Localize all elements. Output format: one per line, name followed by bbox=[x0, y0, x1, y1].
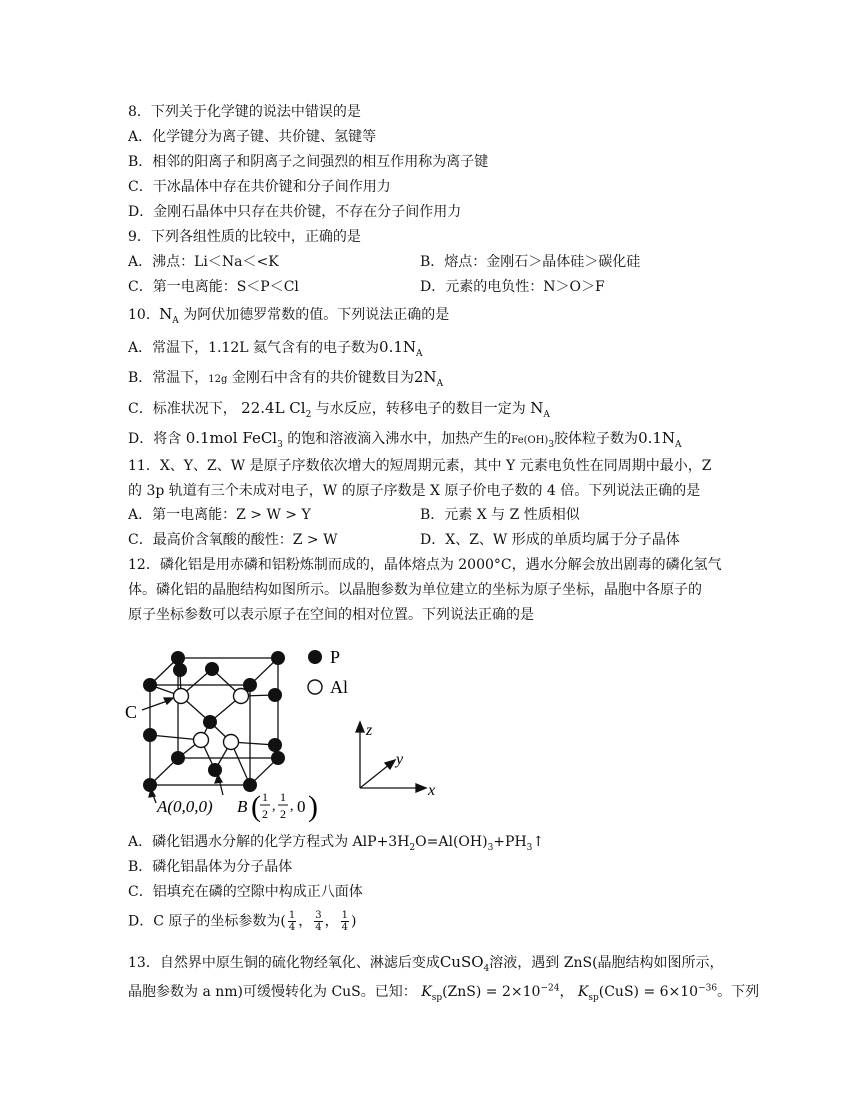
svg-text:,: , bbox=[290, 799, 294, 814]
q10-option-d: D．将含 0.1mol FeCl$_3$ 的饱和溶液滴入沸水中，加热产生的$Fe(OH)_3$胶体粒子数为$0.1N_A$ bbox=[128, 429, 682, 450]
legend-p-marker bbox=[308, 650, 322, 664]
legend-p-label: P bbox=[330, 647, 341, 667]
q8-option-d: D．金刚石晶体中只存在共价键，不存在分子间作用力 bbox=[128, 204, 462, 220]
q8-stem: 8．下列关于化学键的说法中错误的是 bbox=[128, 104, 361, 120]
axis-y-label: y bbox=[396, 751, 404, 768]
svg-text:1: 1 bbox=[280, 790, 286, 804]
axis-z-label: z bbox=[366, 722, 373, 739]
label-c: C bbox=[125, 702, 138, 722]
label-b: B bbox=[237, 797, 248, 816]
na-symbol: N bbox=[159, 305, 173, 323]
q12-option-b: B．磷化铝晶体为分子晶体 bbox=[128, 859, 293, 875]
legend-al-label: Al bbox=[330, 677, 348, 697]
q13-line-1: 13．自然界中原生铜的硫化物经氧化、淋滤后变成CuSO$_4$溶液，遇到 ZnS(晶胞结构如图所示， bbox=[128, 953, 724, 974]
q8-option-c: C．干冰晶体中存在共价键和分子间作用力 bbox=[128, 179, 391, 195]
svg-text:2: 2 bbox=[280, 807, 286, 821]
q9-option-b: B．熔点：金刚石＞晶体硅＞碳化硅 bbox=[420, 254, 641, 270]
legend bbox=[308, 647, 348, 697]
label-b-coords bbox=[251, 790, 318, 823]
q10-option-a: A．常温下，1.12L 氦气含有的电子数为$0.1N_A$ bbox=[128, 338, 423, 359]
q10-stem-text: 为阿伏加德罗常数的值。下列说法正确的是 bbox=[183, 307, 450, 323]
svg-text:(: ( bbox=[251, 790, 261, 823]
q10-stem: 10. $N_A$ 为阿伏加德罗常数的值。下列说法正确的是 bbox=[128, 305, 450, 326]
crystal-structure-figure bbox=[120, 640, 450, 825]
q10-number: 10. bbox=[128, 307, 151, 323]
svg-text:1: 1 bbox=[262, 790, 268, 804]
q11-option-b: B．元素 X 与 Z 性质相似 bbox=[420, 507, 580, 523]
svg-text:2: 2 bbox=[262, 807, 268, 821]
label-a: A(0,0,0) bbox=[157, 797, 213, 816]
q12-line-3: 原子坐标参数可以表示原子在空间的相对位置。下列说法正确的是 bbox=[128, 607, 534, 623]
q13-line-2: 晶胞参数为 a nm)可缓慢转化为 CuS。已知： $K_{sp}(ZnS) = 2\times 10^{-24}$， $K_{sp}(CuS) = 6\times 10^{-36}$。下列 bbox=[128, 983, 760, 1003]
q11-option-c: C．最高价含氧酸的酸性：Z > W bbox=[128, 532, 338, 548]
q11-line-2: 的 3p 轨道有三个未成对电子，W 的原子序数是 X 原子价电子数的 4 倍。下列说法正确的是 bbox=[128, 483, 701, 499]
q12-line-2: 体。磷化铝的晶胞结构如图所示。以晶胞参数为单位建立的坐标为原子坐标，晶胞中各原子的 bbox=[128, 582, 702, 598]
q9-option-c: C．第一电离能：S＜P＜Cl bbox=[128, 279, 299, 295]
q10-option-b: B．常温下，12g 金刚石中含有的共价键数目为$2N_A$ bbox=[128, 368, 444, 389]
q9-stem: 9．下列各组性质的比较中，正确的是 bbox=[128, 229, 361, 245]
q11-line-1: 11．X、Y、Z、W 是原子序数依次增大的短周期元素，其中 Y 元素电负性在同周期中最小，Z bbox=[128, 458, 712, 474]
q12-option-c: C．铝填充在磷的空隙中构成正八面体 bbox=[128, 884, 363, 900]
svg-text:0: 0 bbox=[297, 797, 306, 816]
svg-text:,: , bbox=[272, 799, 276, 814]
q10-option-c: C．标准状况下， 22.4L $Cl_2$ 与水反应，转移电子的数目一定为 $N_A$ bbox=[128, 399, 550, 420]
svg-text:): ) bbox=[308, 790, 318, 823]
q9-option-a: A．沸点：Li＜Na＜<K bbox=[128, 254, 279, 270]
q12-line-1: 12．磷化铝是用赤磷和铝粉炼制而成的，晶体熔点为 2000°C，遇水分解会放出剧毒的磷化氢气 bbox=[128, 557, 722, 573]
legend-al-marker bbox=[308, 680, 322, 694]
q12-option-a: A．磷化铝遇水分解的化学方程式为 $AlP+3H_2O=Al(OH)_3+PH_3↑$ bbox=[128, 834, 545, 853]
q12-option-d: D．C 原子的坐标参数为( $\frac{1}{4}$ ， $\frac{3}{4}$ ， $\frac{1}{4}$ ) bbox=[128, 910, 357, 933]
axis-x-label: x bbox=[428, 782, 436, 799]
q11-option-a: A．第一电离能：Z > W > Y bbox=[128, 507, 311, 523]
q8-option-b: B．相邻的阳离子和阴离子之间强烈的相互作用称为离子键 bbox=[128, 154, 489, 170]
q8-option-a: A．化学键分为离子键、共价键、氢键等 bbox=[128, 129, 377, 145]
q9-option-d: D．元素的电负性：N＞O＞F bbox=[420, 279, 605, 295]
q11-option-d: D．X、Z、W 形成的单质均属于分子晶体 bbox=[420, 532, 680, 548]
